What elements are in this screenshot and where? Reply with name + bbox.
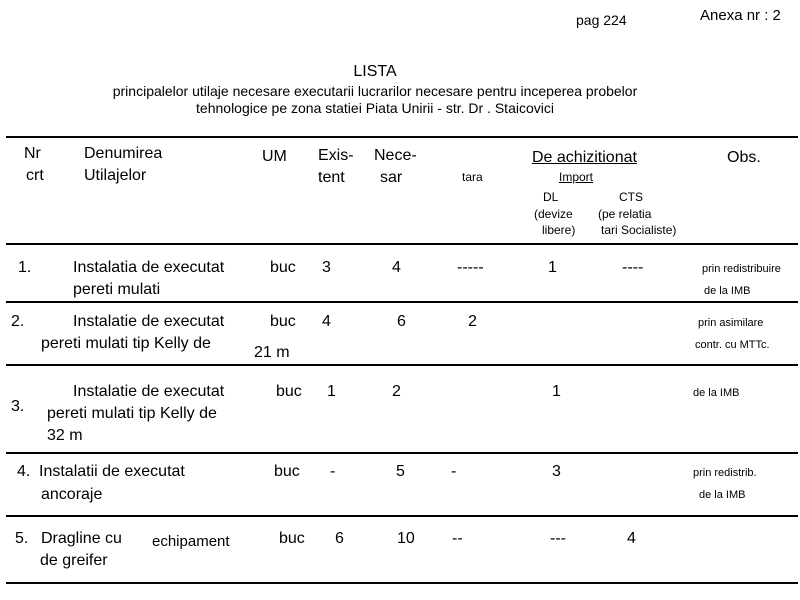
document-subtitle-line1: principalelor utilaje necesare executarii lucrarilor necesare pentru inceperea probelor (112, 83, 638, 99)
table-bottom-rule (6, 582, 798, 584)
col-nr-line2: crt (26, 167, 44, 184)
row-name-line1: Dragline cu (41, 530, 122, 547)
header-bottom-rule (6, 243, 798, 245)
row-tara: ----- (457, 259, 484, 276)
row-um: buc (270, 259, 296, 276)
row-necesar: 6 (397, 313, 406, 330)
col-dl-note1: (devize (534, 207, 573, 221)
row-tara: - (451, 463, 457, 480)
row-dl: 1 (548, 259, 557, 276)
col-obs: Obs. (727, 149, 761, 166)
document-subtitle-line2: tehnologice pe zona statiei Piata Unirii - str. Dr . Staicovici (196, 100, 554, 116)
row-name-line1: Instalatii de executat (39, 463, 185, 480)
col-existent-line1: Exis- (318, 147, 354, 164)
col-name-line2: Utilajelor (84, 167, 147, 184)
row-nr: 3. (11, 398, 25, 415)
row-existent: 3 (322, 259, 331, 276)
col-existent-line2: tent (318, 169, 345, 186)
row-obs-line2: contr. cu MTTc. (695, 339, 770, 351)
page-reference: pag 224 (576, 12, 627, 28)
row-name-line2: de greifer (40, 552, 108, 569)
row-necesar: 10 (397, 530, 415, 547)
row-tara: 2 (468, 313, 477, 330)
row-dl: 1 (552, 383, 561, 400)
row-dl: --- (550, 530, 566, 547)
row-name-line2: ancoraje (41, 486, 103, 503)
col-dl-note2: libere) (542, 223, 576, 237)
row-nr: 1. (18, 259, 32, 276)
col-name-line1: Denumirea (84, 145, 163, 162)
col-cts-note2: tari Socialiste) (601, 223, 677, 237)
row-dl: 3 (552, 463, 561, 480)
row-4-bottom-rule (6, 515, 798, 517)
row-obs-line1: prin redistribuire (702, 263, 781, 275)
row-name-line2: pereti mulati tip Kelly de (41, 335, 211, 352)
row-obs-line2: de la IMB (704, 285, 751, 297)
document-title: LISTA (353, 63, 397, 80)
row-existent: 4 (322, 313, 331, 330)
row-existent: 6 (335, 530, 344, 547)
row-name-line3: 21 m (254, 344, 290, 361)
row-necesar: 2 (392, 383, 401, 400)
row-name-line1: Instalatia de executat (73, 259, 225, 276)
row-um: buc (276, 383, 302, 400)
row-1-bottom-rule (6, 301, 798, 303)
row-name-line1: Instalatie de executat (73, 313, 225, 330)
col-de-achizitionat: De achizitionat (532, 149, 637, 166)
row-necesar: 5 (396, 463, 405, 480)
row-nr: 5. (15, 530, 29, 547)
row-name-line2: pereti mulati (73, 281, 161, 298)
row-name-line1: Instalatie de executat (73, 383, 225, 400)
row-name-line2: pereti mulati tip Kelly de (47, 405, 217, 422)
col-import: Import (559, 170, 594, 184)
col-cts-note1: (pe relatia (598, 207, 652, 221)
row-2-bottom-rule (6, 364, 798, 366)
row-tara: -- (452, 530, 463, 547)
row-um: buc (279, 530, 305, 547)
row-um: buc (270, 313, 296, 330)
row-name-line1b: echipament (152, 533, 230, 550)
row-existent: 1 (327, 383, 336, 400)
row-obs-line1: prin redistrib. (693, 467, 757, 479)
row-cts: ---- (622, 259, 644, 276)
col-necesar-line2: sar (380, 169, 403, 186)
row-existent: - (330, 463, 336, 480)
col-necesar-line1: Nece- (374, 147, 417, 164)
col-cts: CTS (619, 190, 643, 204)
row-um: buc (274, 463, 300, 480)
table-top-rule (6, 136, 798, 138)
col-nr-line1: Nr (24, 145, 41, 162)
row-cts: 4 (627, 530, 636, 547)
col-tara: tara (462, 170, 483, 184)
row-obs-line1: prin asimilare (698, 317, 764, 329)
row-necesar: 4 (392, 259, 401, 276)
row-3-bottom-rule (6, 452, 798, 454)
row-obs-line1: de la IMB (693, 387, 740, 399)
col-dl: DL (543, 190, 559, 204)
annex-label: Anexa nr : 2 (700, 7, 781, 24)
row-name-line3: 32 m (47, 427, 83, 444)
row-obs-line2: de la IMB (699, 489, 746, 501)
col-um: UM (262, 148, 287, 165)
row-nr: 4. (17, 463, 31, 480)
row-nr: 2. (11, 313, 25, 330)
